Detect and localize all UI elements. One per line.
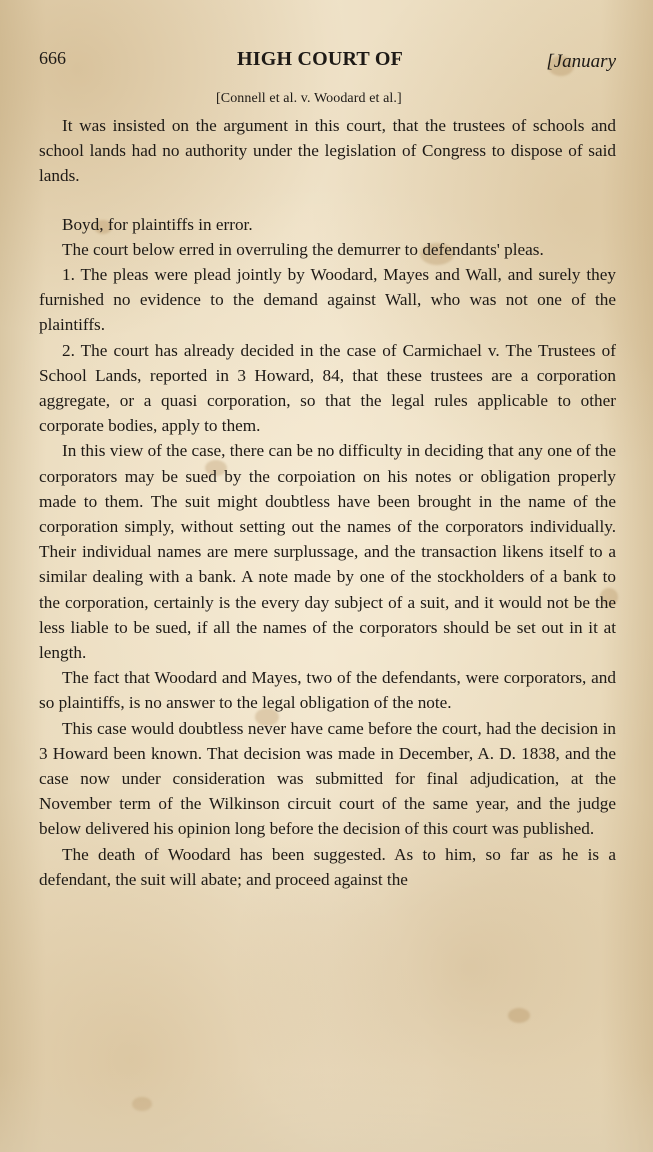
paragraph: The fact that Woodard and Mayes, two of the defendants, were corporators, and so plaintiffs, is no answer to the legal obligation of the note. [39,668,616,713]
paragraph: The court below erred in overruling the demurrer to defendants' pleas. [62,239,544,259]
stain-spot [132,1097,152,1111]
case-caption: [Connell et al. v. Woodard et al.] [216,91,402,106]
page-bottom-shadow [0,1070,653,1152]
running-head: HIGH COURT OF [237,48,403,70]
stain-spot [508,1008,530,1023]
paragraph: In this view of the case, there can be no difficulty in deciding that any one of the corporators may be sued by the corpoiation on his notes or obligation properly made to them. The suit might doubtless have been brought in the name of the corporation simply, without setting out the names of the corporators individually. Their individual names are mere surplussage, and the transaction likens itself to a similar dealing with a bank. A note made by one of the stockholders of a bank to the corporation, certainly is the every day subject of a suit, and it would not be the less liable to be sued, if all the names of the corporators should be set out in it at length. [39,441,616,663]
paragraph: 1. The pleas were plead jointly by Woodard, Mayes and Wall, and surely they furnished no evidence to the demand against Wall, who was not one of the plaintiffs. [39,265,616,335]
document-body [39,113,616,892]
paragraph: It was insisted on the argument in this court, that the trustees of schools and school lands had no authority under the legislation of Congress to dispose of said lands. [39,116,616,186]
paragraph: Boyd, for plaintiffs in error. [62,214,253,234]
page-number: 666 [39,48,66,68]
page-header [39,42,616,80]
paragraph: The death of Woodard has been suggested. As to him, so far as he is a defendant, the suit will abate; and proceed against the [39,844,616,889]
paragraph: 2. The court has already decided in the case of Carmichael v. The Trustees of School Lands, reported in 3 Howard, 84, that these trustees are a corporation aggregate, or a quasi corporation, so that the legal rules applicable to other corporate bodies, apply to them. [39,340,616,436]
month-label: [January [546,51,616,72]
paragraph: This case would doubtless never have came before the court, had the decision in 3 Howard been known. That decision was made in December, A. D. 1838, and the case now under consideration was submitted for final adjudication, at the November term of the Wilkinson circuit court of the same year, and the judge below delivered his opinion long before the decision of this court was published. [39,718,616,839]
